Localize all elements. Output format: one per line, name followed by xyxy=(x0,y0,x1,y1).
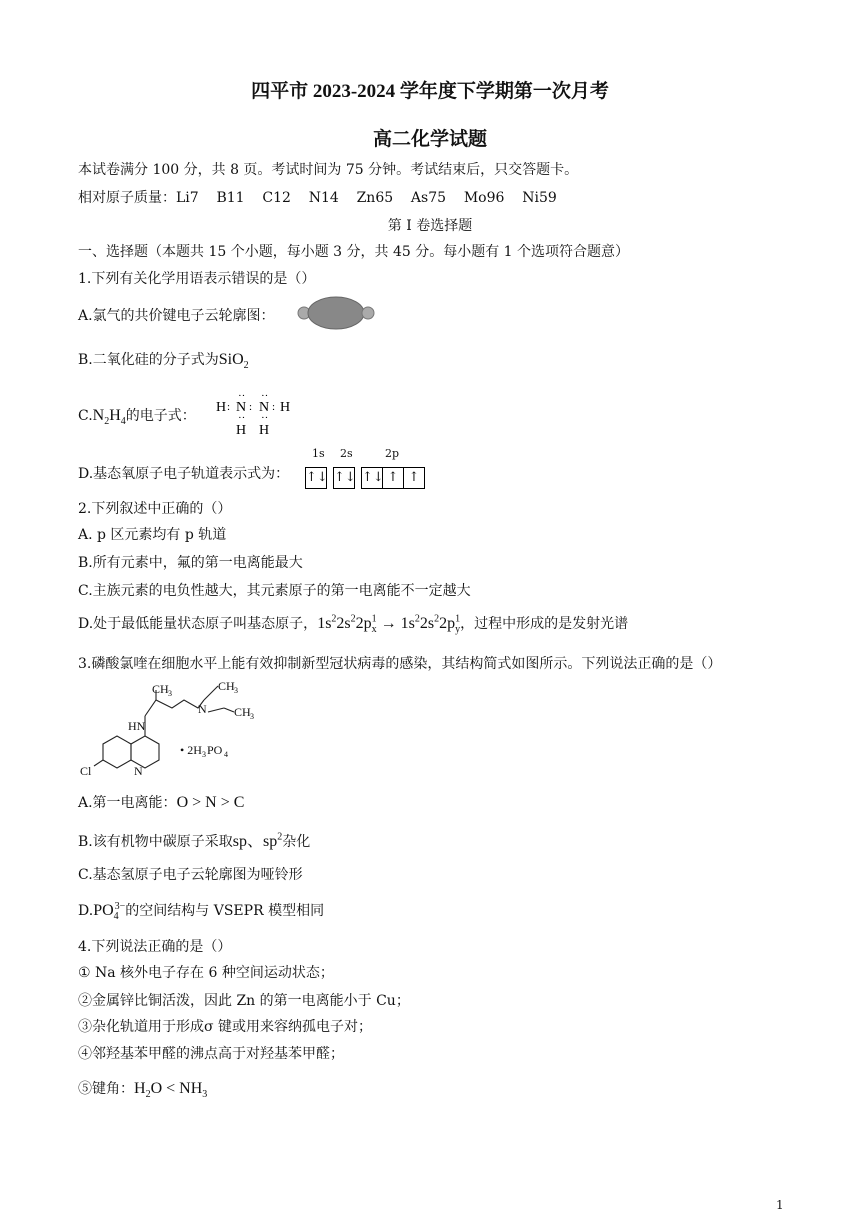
q2-option-d xyxy=(78,613,628,635)
chlorine-orbital-image xyxy=(296,295,376,331)
svg-text:3: 3 xyxy=(250,712,254,721)
label-2p: 2p xyxy=(385,447,400,460)
q3-option-b xyxy=(78,828,310,851)
q3-b-suffix: 杂化 xyxy=(282,834,311,850)
bond-cloud xyxy=(308,297,364,329)
svg-text:··: ·· xyxy=(261,412,269,424)
hybridization-sp-sp2: sp、$sp^2$ xyxy=(232,831,283,850)
q4-stem: 4.下列说法正确的是（） xyxy=(78,939,232,955)
q4-statement-3: ③杂化轨道用于形成σ 键或用来容纳孤电子对； xyxy=(78,1019,373,1035)
q3-stem: 3.磷酸氯喹在细胞水平上能有效抑制新型冠状病毒的感染，其结构简式如图所示。下列说法正确的是（） xyxy=(78,656,722,672)
svg-text:H: H xyxy=(216,400,227,415)
svg-text:N: N xyxy=(236,400,247,415)
svg-text:CH: CH xyxy=(234,705,251,719)
q2-option-c: C.主族元素的电负性越大，其元素原子的第一电离能不一定越大 xyxy=(78,583,471,599)
orbital-2p: ↑↓ ↑ ↑ xyxy=(361,467,425,489)
exam-title: 四平市 2023-2024 学年度下学期第一次月考 xyxy=(251,81,609,102)
q3-b-prefix: B.该有机物中碳原子采取 xyxy=(78,834,233,850)
q1-option-a xyxy=(78,305,275,325)
svg-text::: : xyxy=(272,401,276,413)
orbital-1s: ↑↓ xyxy=(305,467,327,489)
formula-po4: $PO_4^{3-}$ xyxy=(93,900,126,923)
svg-text:PO: PO xyxy=(207,743,223,757)
atomic-masses: 相对原子质量：Li7 B11 C12 N14 Zn65 As75 Mo96 Ni59 xyxy=(78,190,557,206)
q1-b-text: B.二氧化硅的分子式为 xyxy=(78,352,219,368)
q4-s5-prefix: ⑤键角： xyxy=(78,1081,134,1097)
svg-text:H: H xyxy=(236,423,247,437)
svg-text:3: 3 xyxy=(168,689,172,698)
q2-option-a: A. p 区元素均有 p 轨道 xyxy=(78,527,227,543)
formula-sio2: SiO$_2$ xyxy=(218,351,249,372)
ionization-order: O > N > C xyxy=(176,794,245,811)
q4-statement-5 xyxy=(78,1078,207,1100)
q1-a-text: A.氯气的共价键电子云轮廓图： xyxy=(78,308,275,324)
orbital-2s: ↑↓ xyxy=(333,467,355,489)
bond-angle-comparison: $H_2O < NH_3$ xyxy=(134,1080,208,1101)
svg-text:··: ·· xyxy=(238,391,246,402)
q3-option-d xyxy=(78,900,324,922)
svg-text:4: 4 xyxy=(224,750,228,759)
q1-option-b xyxy=(78,349,249,371)
svg-text:N: N xyxy=(259,400,270,415)
chloroquine-phosphate-structure-image xyxy=(76,678,276,782)
svg-text:··: ·· xyxy=(238,412,246,424)
q3-d-suffix: 的空间结构与 VSEPR 模型相同 xyxy=(125,903,325,919)
exam-subtitle: 高二化学试题 xyxy=(372,129,487,150)
formula-n2h4: $N_2H_4$ xyxy=(92,407,126,428)
orbital-diagram xyxy=(305,449,425,489)
q2-stem: 2.下列叙述中正确的（） xyxy=(78,501,232,517)
q1-c-suffix: 的电子式： xyxy=(125,408,196,424)
svg-text:N: N xyxy=(198,702,207,716)
svg-text:CH: CH xyxy=(152,682,169,696)
q3-option-c: C.基态氢原子电子云轮廓图为哑铃形 xyxy=(78,867,303,883)
q3-option-a xyxy=(78,792,244,812)
q4-statement-1: ① Na 核外电子存在 6 种空间运动状态； xyxy=(78,965,334,981)
section-title: 第 I 卷选择题 xyxy=(387,218,473,234)
q4-statement-4: ④邻羟基苯甲醛的沸点高于对羟基苯甲醛； xyxy=(78,1046,344,1062)
q3-d-prefix: D. xyxy=(78,903,94,919)
svg-text:3: 3 xyxy=(234,686,238,695)
cl-atom-right xyxy=(362,307,374,319)
svg-text:3: 3 xyxy=(202,750,206,759)
q4-statement-2: ②金属锌比铜活泼，因此 Zn 的第一电离能小于 Cu； xyxy=(78,993,410,1009)
svg-text::: : xyxy=(249,401,253,413)
svg-text:• 2H: • 2H xyxy=(180,743,202,757)
svg-text:··: ·· xyxy=(261,391,269,402)
q2-d-suffix: ，过程中形成的是发射光谱 xyxy=(460,616,629,632)
section-instructions: 一、选择题（本题共 15 个小题，每小题 3 分，共 45 分。每小题有 1 个选项符合题意） xyxy=(78,244,630,260)
electron-config-transition: $1s^22s^22p^1_x \to 1s^22s^22p^1_y$ xyxy=(317,613,461,636)
q2-d-prefix: D.处于最低能量状态原子叫基态原子， xyxy=(78,616,318,632)
label-1s: 1s xyxy=(312,447,325,460)
svg-text::: : xyxy=(227,401,231,413)
q1-option-c xyxy=(78,405,196,427)
q3-a-prefix: A.第一电离能： xyxy=(78,795,177,811)
exam-info: 本试卷满分 100 分，共 8 页。考试时间为 75 分钟。考试结束后，只交答题卡。 xyxy=(78,162,579,178)
svg-text:H: H xyxy=(280,400,291,415)
q2-option-b: B.所有元素中，氟的第一电离能最大 xyxy=(78,555,303,571)
svg-text:Cl: Cl xyxy=(80,764,92,778)
page-number: 1 xyxy=(776,1198,784,1212)
svg-text:N: N xyxy=(134,764,143,778)
q1-c-prefix: C. xyxy=(78,408,93,424)
svg-text:H: H xyxy=(259,423,270,437)
q1-option-d: D.基态氧原子电子轨道表示式为： xyxy=(78,466,290,482)
q1-stem: 1.下列有关化学用语表示错误的是（） xyxy=(78,271,316,287)
svg-text:CH: CH xyxy=(218,679,235,693)
label-2s: 2s xyxy=(340,447,353,460)
n2h4-electron-dot-image xyxy=(214,391,294,437)
svg-text:HN: HN xyxy=(128,719,146,733)
